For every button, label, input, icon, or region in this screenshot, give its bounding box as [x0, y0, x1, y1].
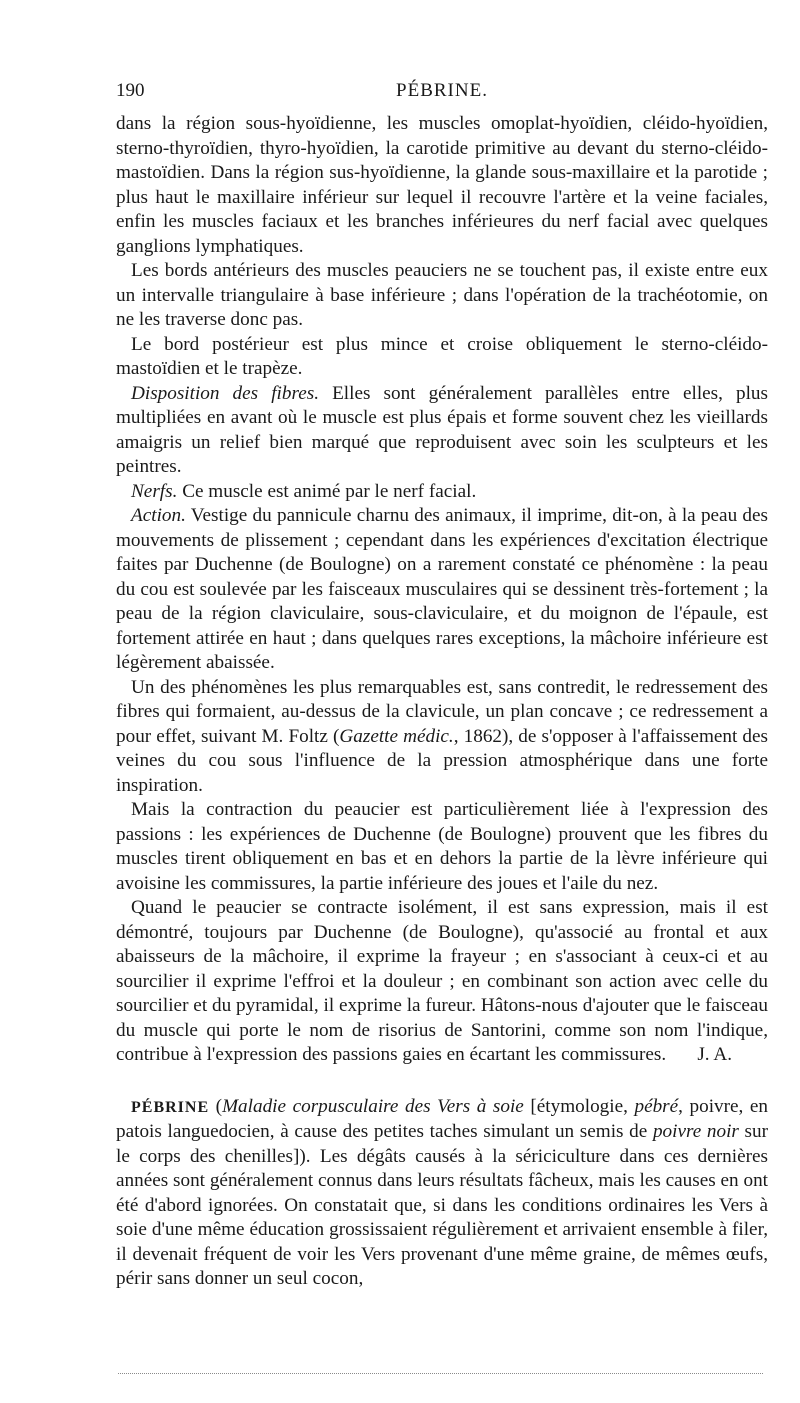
paragraph-expression	[116, 896, 768, 1068]
citation-reference: Gazette médic.	[339, 725, 454, 747]
expression-text: Quand le peaucier se contracte isolément, il est sans expression, mais il est démontré, toujours par Duchenne (de Boulogne), qu'associé au frontal et aux abaisseurs de la mâchoire, il exprime la frayeur ; en s'associant à ceux-ci et au sourcilier il exprime l'effroi et la douleur ; en combinant son action avec celle du sourcilier et du pyramidal, il exprime la fureur. Hâtons-nous d'ajouter que le faisceau du muscle qui porte le nom de risorius de Santorini, comme son nom l'indique, contribue à l'expression des passions gaies en écartant les commissures.	[116, 897, 768, 1065]
section-text-disposition: Elles sont généralement parallèles entre elles, plus multipliées en avant où le muscle est plus épais et forme souvent chez les vieillards amaigris un relief bien marqué que reproduisent avec soin les sculpteurs et les peintres.	[116, 382, 768, 477]
paragraph-bord-posterieur: Le bord postérieur est plus mince et croise obliquement le sterno-cléido-mastoïdien et le trapèze.	[116, 333, 768, 379]
paragraph-action	[116, 504, 768, 676]
article-etym-italic: poivre noir	[652, 1121, 739, 1142]
article-body-text: sur le corps des chenilles]). Les dégâts causés à la sériciculture dans ces dernières années sont généralement connus dans leurs résultats fâcheux, mais les causes en ont été d'abord ignorées. On constatait que, si dans les conditions ordinaires les Vers à soie d'une même éducation grossissaient régulièrement et arrivaient ensemble à filer, il devenait fréquent de voir les Vers provenant d'une même graine, de mêmes œufs, périr sans donner un seul cocon,	[116, 1121, 768, 1289]
paragraph-bords-anterieurs: Les bords antérieurs des muscles peauciers ne se touchent pas, il existe entre eux un intervalle triangulaire à base inférieure ; dans l'opération de la trachéotomie, on ne les traverse donc pas.	[116, 260, 768, 330]
article-etym-word: pébré	[634, 1095, 679, 1117]
paragraph-disposition-fibres	[116, 382, 768, 480]
paragraph-redressement	[116, 676, 768, 799]
article-etym-mid: , poivre, en patois languedocien, à cause des petites taches simulant un semis de	[116, 1095, 769, 1142]
section-text-action: Vestige du pannicule charnu des animaux, il imprime, dit-on, à la peau des mouvements de plissement ; cependant dans les expériences d'excitation électrique faites par Duchenne (de Boulogne) on a rarement constaté ce phénomène : la peau du cou est soulevée par les faisceaux musculaires qui se dessinent très-fortement ; la peau de la région claviculaire, sous-claviculaire, et du moignon de l'épaule, est fortement attirée en haut ; dans quelques rares exceptions, la mâchoire inférieure est légèrement abaissée.	[116, 505, 768, 673]
redressement-text-after: , 1862), de s'opposer à l'affaissement des veines du cou sous l'influence de la pression atmosphérique dans une forte inspiration.	[116, 725, 768, 796]
paragraph-continuation: dans la région sous-hyoïdienne, les muscles omoplat-hyoïdien, cléido-hyoïdien, sterno-thyroïdien, thyro-hyoïdien, la carotide primitive au devant du sterno-cléido-mastoïdien. Dans la région sus-hyoïdienne, la glande sous-maxillaire et la parotide ; plus haut le maxillaire inférieur sur lequel il recouvre l'artère et la veine faciales, enfin les muscles faciaux et les branches inférieures du nerf facial avec quelques ganglions lymphatiques.	[116, 113, 768, 257]
article-headword: PÉBRINE	[131, 1098, 210, 1116]
paragraph-contraction: Mais la contraction du peaucier est particulièrement liée à l'expression des passions : les expériences de Duchenne (de Boulogne) prouvent que les fibres du muscles tirent obliquement en bas et en dehors la partie de la lèvre inférieure qui avoisine les commissures, la partie inférieure des joues et l'aile du nez.	[116, 799, 768, 894]
page-number: 190	[116, 80, 145, 101]
body-text	[116, 112, 768, 1292]
redressement-text-before: Un des phénomènes les plus remarquables est, sans contredit, le redressement des fibres qui formaient, au-dessus de la clavicule, un plan concave ; ce redressement a pour effet, suivant M. Foltz (	[116, 676, 768, 747]
section-label-disposition: Disposition des fibres.	[131, 382, 319, 404]
section-label-action: Action.	[131, 505, 186, 526]
running-title: PÉBRINE.	[396, 80, 488, 101]
footer-dotted-rule	[118, 1373, 763, 1374]
section-text-nerfs: Ce muscle est animé par le nerf facial.	[177, 480, 477, 502]
article-subtitle: Maladie corpusculaire des Vers à soie	[222, 1095, 524, 1117]
article-pebrine	[116, 1095, 768, 1292]
running-header	[116, 80, 768, 110]
section-label-nerfs: Nerfs.	[131, 480, 178, 502]
article-open-paren: (	[209, 1095, 223, 1117]
author-signature: J. A.	[697, 1044, 732, 1065]
article-etym-open: [étymologie,	[523, 1095, 635, 1117]
paragraph-nerfs	[116, 480, 768, 505]
